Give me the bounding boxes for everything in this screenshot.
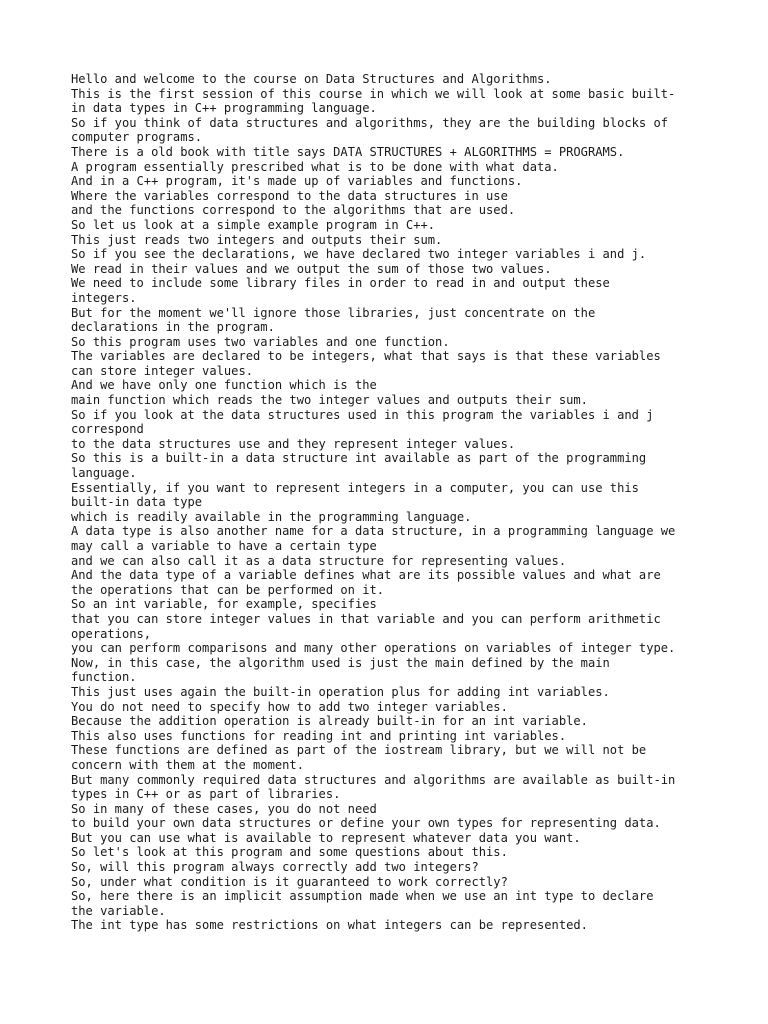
text-line: language. xyxy=(71,466,137,481)
text-line: So let's look at this program and some questions about this. xyxy=(71,845,508,860)
text-line: So, under what condition is it guaranteed to work correctly? xyxy=(71,874,508,889)
text-line: So this is a built-in a data structure int available as part of the programming xyxy=(71,451,647,466)
text-line: A data type is also another name for a data structure, in a programming language we xyxy=(71,524,676,539)
text-line: But you can use what is available to represent whatever data you want. xyxy=(71,830,581,845)
text-line: which is readily available in the programming language. xyxy=(71,509,472,524)
text-line: There is a old book with title says DATA STRUCTURES + ALGORITHMS = PROGRAMS. xyxy=(71,144,625,159)
text-line: This just uses again the built-in operation plus for adding int variables. xyxy=(71,684,610,699)
text-line: So this program uses two variables and one function. xyxy=(71,334,450,349)
text-line: built-in data type xyxy=(71,495,203,510)
text-line: the operations that can be performed on it. xyxy=(71,582,385,597)
text-line: in data types in C++ programming language. xyxy=(71,101,377,116)
text-line: This is the first session of this course in which we will look at some basic built- xyxy=(71,86,676,101)
text-line: to the data structures use and they represent integer values. xyxy=(71,436,516,451)
text-line: So if you see the declarations, we have declared two integer variables i and j. xyxy=(71,247,647,262)
text-line: and we can also call it as a data structure for representing values. xyxy=(71,553,567,568)
text-line: But many commonly required data structures and algorithms are available as built-in xyxy=(71,772,676,787)
text-line: that you can store integer values in that variable and you can perform arithmetic xyxy=(71,611,661,626)
text-line: We need to include some library files in order to read in and output these xyxy=(71,276,610,291)
text-line: We read in their values and we output the sum of those two values. xyxy=(71,261,552,276)
text-line: And the data type of a variable defines what are its possible values and what are xyxy=(71,568,661,583)
text-line: The int type has some restrictions on what integers can be represented. xyxy=(71,918,588,933)
text-line: But for the moment we'll ignore those libraries, just concentrate on the xyxy=(71,305,596,320)
text-line: So, here there is an implicit assumption made when we use an int type to declare xyxy=(71,889,654,904)
text-line: These functions are defined as part of the iostream library, but we will not be xyxy=(71,743,647,758)
text-line: So let us look at a simple example program in C++. xyxy=(71,217,436,232)
text-line: types in C++ or as part of libraries. xyxy=(71,787,341,802)
text-line: computer programs. xyxy=(71,130,203,145)
text-line: A program essentially prescribed what is to be done with what data. xyxy=(71,159,559,174)
text-line: and the functions correspond to the algorithms that are used. xyxy=(71,203,516,218)
text-line: This just reads two integers and outputs their sum. xyxy=(71,232,443,247)
text-line: Now, in this case, the algorithm used is just the main defined by the main xyxy=(71,655,610,670)
text-line: you can perform comparisons and many other operations on variables of integer type. xyxy=(71,641,676,656)
text-line: So an int variable, for example, specifies xyxy=(71,597,377,612)
text-line: And we have only one function which is the xyxy=(71,378,377,393)
text-line: concern with them at the moment. xyxy=(71,757,304,772)
text-line: declarations in the program. xyxy=(71,320,275,335)
text-line: to build your own data structures or define your own types for representing data. xyxy=(71,816,661,831)
text-line: So in many of these cases, you do not need xyxy=(71,801,377,816)
text-line: This also uses functions for reading int and printing int variables. xyxy=(71,728,567,743)
text-line: integers. xyxy=(71,290,137,305)
text-line: operations, xyxy=(71,626,152,641)
text-line: You do not need to specify how to add two integer variables. xyxy=(71,699,508,714)
text-line: Where the variables correspond to the data structures in use xyxy=(71,188,508,203)
text-line: And in a C++ program, it's made up of variables and functions. xyxy=(71,174,523,189)
text-line: So if you think of data structures and algorithms, they are the building blocks of xyxy=(71,115,669,130)
text-line: correspond xyxy=(71,422,144,437)
text-line: Hello and welcome to the course on Data Structures and Algorithms. xyxy=(71,72,552,86)
transcript-text xyxy=(71,72,701,933)
text-line: So if you look at the data structures used in this program the variables i and j xyxy=(71,407,654,422)
text-line: Because the addition operation is already built-in for an int variable. xyxy=(71,714,588,729)
text-line: function. xyxy=(71,670,137,685)
text-line: Essentially, if you want to represent integers in a computer, you can use this xyxy=(71,480,639,495)
text-line: main function which reads the two integer values and outputs their sum. xyxy=(71,393,588,408)
text-line: The variables are declared to be integers, what that says is that these variables xyxy=(71,349,661,364)
text-line: the variable. xyxy=(71,903,166,918)
text-line: can store integer values. xyxy=(71,363,254,378)
text-line: may call a variable to have a certain type xyxy=(71,539,377,553)
text-line: So, will this program always correctly add two integers? xyxy=(71,860,479,875)
